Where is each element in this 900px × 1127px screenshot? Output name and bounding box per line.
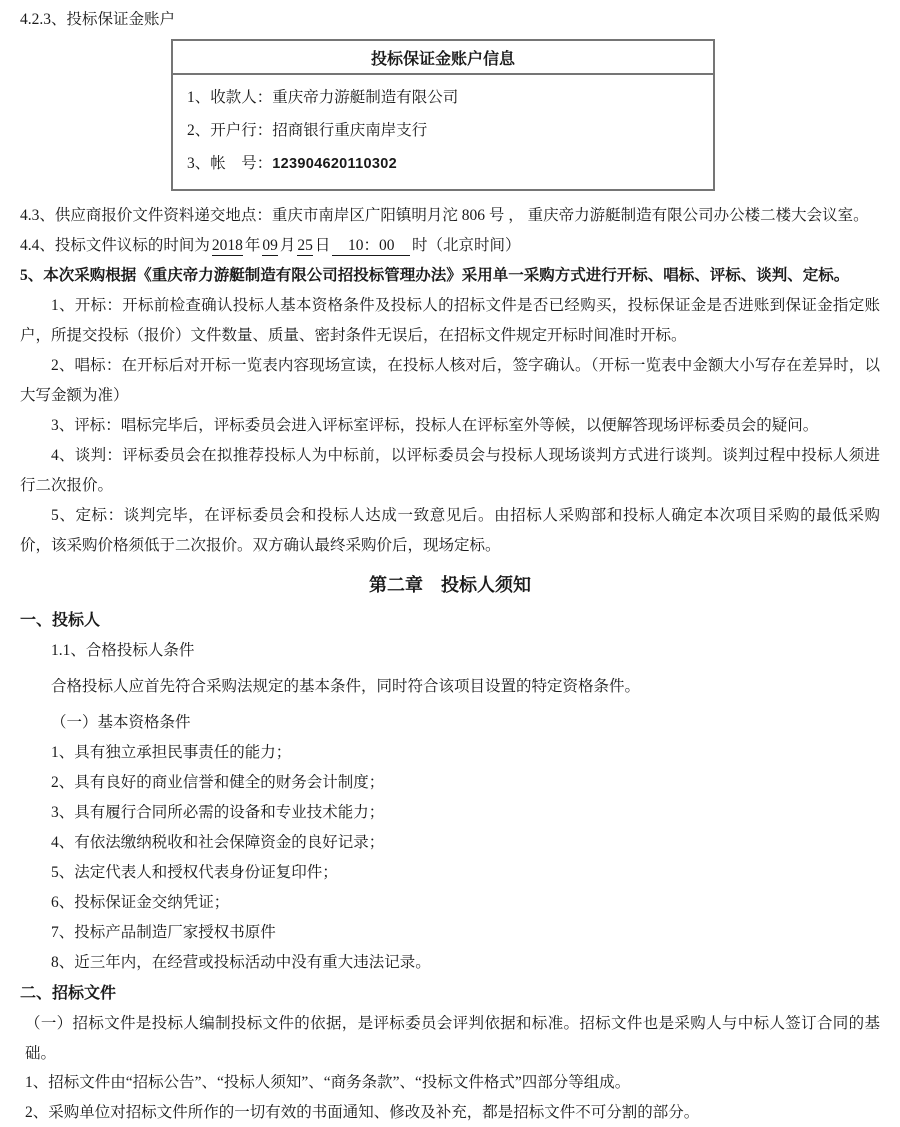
bid-time-suffix: 时（北京时间） [412,237,521,254]
tender-docs-para-basis: （一）招标文件是投标人编制投标文件的依据，是评标委员会评判依据和标准。招标文件也是采购人与中标人签订合同的基础。 [20,1009,880,1068]
section-4-2-3-heading: 4.2.3、投标保证金账户 [20,6,880,34]
para-5-procurement-method: 5、本次采购根据《重庆帝力游艇制造有限公司招投标管理办法》采用单一采购方式进行开标、唱标、评标、谈判、定标。 [20,261,880,291]
procedure-para-negotiation: 4、谈判：评标委员会在拟推荐投标人为中标前，以评标委员会与投标人现场谈判方式进行谈判。谈判过程中投标人须进行二次报价。 [20,441,880,501]
para-4-3-delivery-address: 4.3、供应商报价文件资料递交地点：重庆市南岸区广阳镇明月沱 806 号 ， 重庆帝力游艇制造有限公司办公楼二楼大会议室。 [20,201,880,231]
deposit-account-table [171,39,715,191]
bid-day-blank: 25 [297,237,313,256]
section-1-bidders-heading: 一、投标人 [20,605,880,636]
table-row-account [187,147,701,181]
procedure-para-evaluation: 3、评标：唱标完毕后，评标委员会进入评标室评标，投标人在评标室外等候，以便解答现场评标委员会的疑问。 [20,411,880,441]
bid-hour-blank: 10：00 [332,237,410,256]
basic-qualification-item-2: 2、具有良好的商业信誉和健全的财务会计制度； [20,768,880,798]
table-row-payee [187,81,701,114]
basic-qualification-item-8: 8、近三年内，在经营或投标活动中没有重大违法记录。 [20,948,880,978]
tender-docs-para-composition: 1、招标文件由“招标公告”、“投标人须知”、“商务条款”、“投标文件格式”四部分等组成。 [20,1068,880,1098]
bank-value: 招商银行重庆南岸支行 [272,122,427,139]
month-unit: 月 [280,237,296,254]
chapter-2-title: 第二章 投标人须知 [20,569,880,601]
account-number: 123904620110302 [272,156,397,172]
basic-qualification-item-6: 6、投标保证金交纳凭证； [20,888,880,918]
section-2-tender-docs-heading: 二、招标文件 [20,978,880,1009]
clause-1-1-heading: 1.1、合格投标人条件 [20,636,880,666]
procedure-para-opening: 1、开标：开标前检查确认投标人基本资格条件及投标人的招标文件是否已经购买，投标保证金是否进账到保证金指定账户，所提交投标（报价）文件数量、质量、密封条件无误后，在招标文件规定开标时间准时开标。 [20,291,880,351]
year-unit: 年 [245,237,261,254]
basic-qualification-item-5: 5、法定代表人和授权代表身份证复印件； [20,858,880,888]
deposit-table-body [172,74,714,190]
bid-year-blank: 2018 [212,237,243,256]
basic-qualification-item-1: 1、具有独立承担民事责任的能力； [20,738,880,768]
procedure-para-reading: 2、唱标：在开标后对开标一览表内容现场宣读，在投标人核对后，签字确认。（开标一览表中金额大小写存在差异时，以大写金额为准） [20,351,880,411]
deposit-table-title: 投标保证金账户信息 [172,40,714,74]
payee-label: 1、收款人： [187,89,272,106]
para-4-4-bid-time [20,231,880,261]
basic-qualification-heading: （一）基本资格条件 [20,708,880,738]
bid-time-prefix: 4.4、投标文件议标的时间为 [20,237,210,254]
payee-value: 重庆帝力游艇制造有限公司 [272,89,458,106]
account-label: 3、帐 号： [187,155,272,172]
bank-label: 2、开户行： [187,122,272,139]
bid-month-blank: 09 [262,237,278,256]
basic-qualification-item-7: 7、投标产品制造厂家授权书原件 [20,918,880,948]
clause-1-1-intro: 合格投标人应首先符合采购法规定的基本条件，同时符合该项目设置的特定资格条件。 [20,672,880,702]
day-unit: 日 [315,237,331,254]
tender-docs-para-amendments: 2、采购单位对招标文件所作的一切有效的书面通知、修改及补充，都是招标文件不可分割的部分。 [20,1098,880,1127]
table-row-bank [187,114,701,147]
basic-qualification-item-4: 4、有依法缴纳税收和社会保障资金的良好记录； [20,828,880,858]
basic-qualification-item-3: 3、具有履行合同所必需的设备和专业技术能力； [20,798,880,828]
procedure-para-award: 5、定标：谈判完毕，在评标委员会和投标人达成一致意见后。由招标人采购部和投标人确定本次项目采购的最低采购价，该采购价格须低于二次报价。双方确认最终采购价后，现场定标。 [20,501,880,561]
